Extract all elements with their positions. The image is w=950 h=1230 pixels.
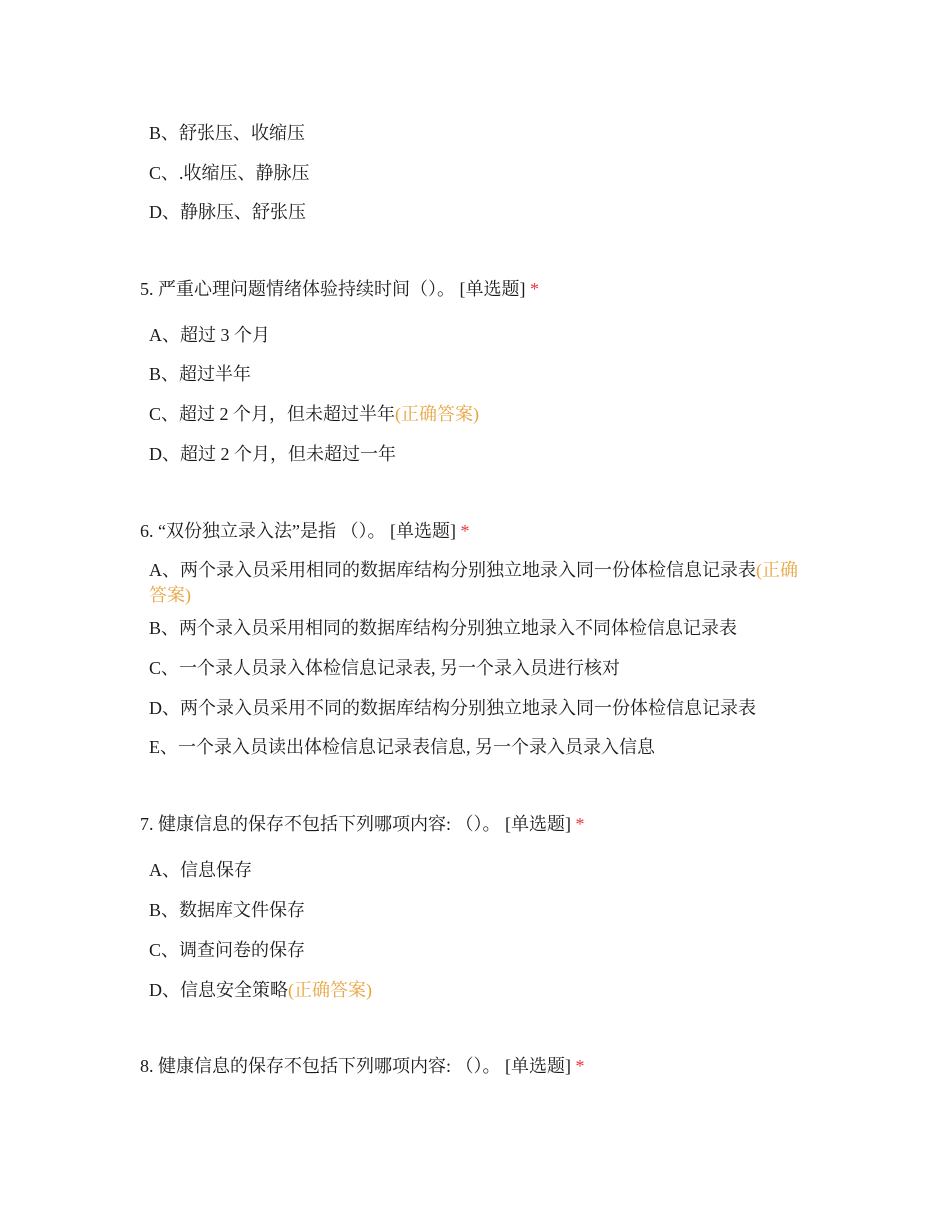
q5-option-d: D、超过 2 个月，但未超过一年: [149, 444, 396, 464]
correct-answer-label: (正确答案): [395, 404, 480, 424]
q5-type-tag: [单选题]: [459, 279, 526, 299]
q4-option-b: B、舒张压、收缩压: [149, 123, 306, 143]
q6-option-d: D、两个录入员采用不同的数据库结构分别独立地录入同一份体检信息记录表: [149, 698, 756, 718]
required-mark: *: [575, 814, 585, 834]
q6-title: 6. “双份独立录入法”是指 （）。 [单选题] *: [140, 521, 470, 541]
correct-answer-label: (正确答案): [288, 980, 372, 1000]
q7-option-c: C、调查问卷的保存: [149, 940, 306, 960]
q4-option-d: D、静脉压、舒张压: [149, 202, 306, 222]
q6-option-c: C、一个录人员录入体检信息记录表, 另一个录入员进行核对: [149, 658, 621, 678]
correct-answer-label: (正确答案): [149, 560, 798, 605]
q8-type-tag: [单选题]: [505, 1056, 571, 1076]
q5-option-a: A、超过 3 个月: [149, 325, 270, 345]
required-mark: *: [530, 279, 539, 299]
q5-option-c: C、超过 2 个月，但未超过半年(正确答案): [149, 404, 480, 424]
q6-option-a: A、两个录入员采用相同的数据库结构分别独立地录入同一份体检信息记录表(正确答案): [149, 560, 798, 605]
q5-option-b: B、超过半年: [149, 364, 252, 384]
q7-option-d: D、信息安全策略(正确答案): [149, 980, 372, 1000]
required-mark: *: [460, 521, 470, 541]
q4-option-c: C、.收缩压、静脉压: [149, 163, 310, 183]
q7-type-tag: [单选题]: [505, 814, 571, 834]
q8-title: 8. 健康信息的保存不包括下列哪项内容: （）。 [单选题] *: [140, 1056, 585, 1076]
q6-option-e: E、一个录入员读出体检信息记录表信息, 另一个录入员录入信息: [149, 737, 655, 757]
q7-option-a: A、信息保存: [149, 860, 252, 880]
required-mark: *: [575, 1056, 585, 1076]
q7-option-b: B、数据库文件保存: [149, 900, 306, 920]
q6-type-tag: [单选题]: [389, 521, 456, 541]
q7-title: 7. 健康信息的保存不包括下列哪项内容: （）。 [单选题] *: [140, 814, 585, 834]
q6-option-b: B、两个录入员采用相同的数据库结构分别独立地录入不同体检信息记录表: [149, 618, 738, 638]
q5-title: 5. 严重心理问题情绪体验持续时间（）。 [单选题] *: [140, 279, 539, 299]
